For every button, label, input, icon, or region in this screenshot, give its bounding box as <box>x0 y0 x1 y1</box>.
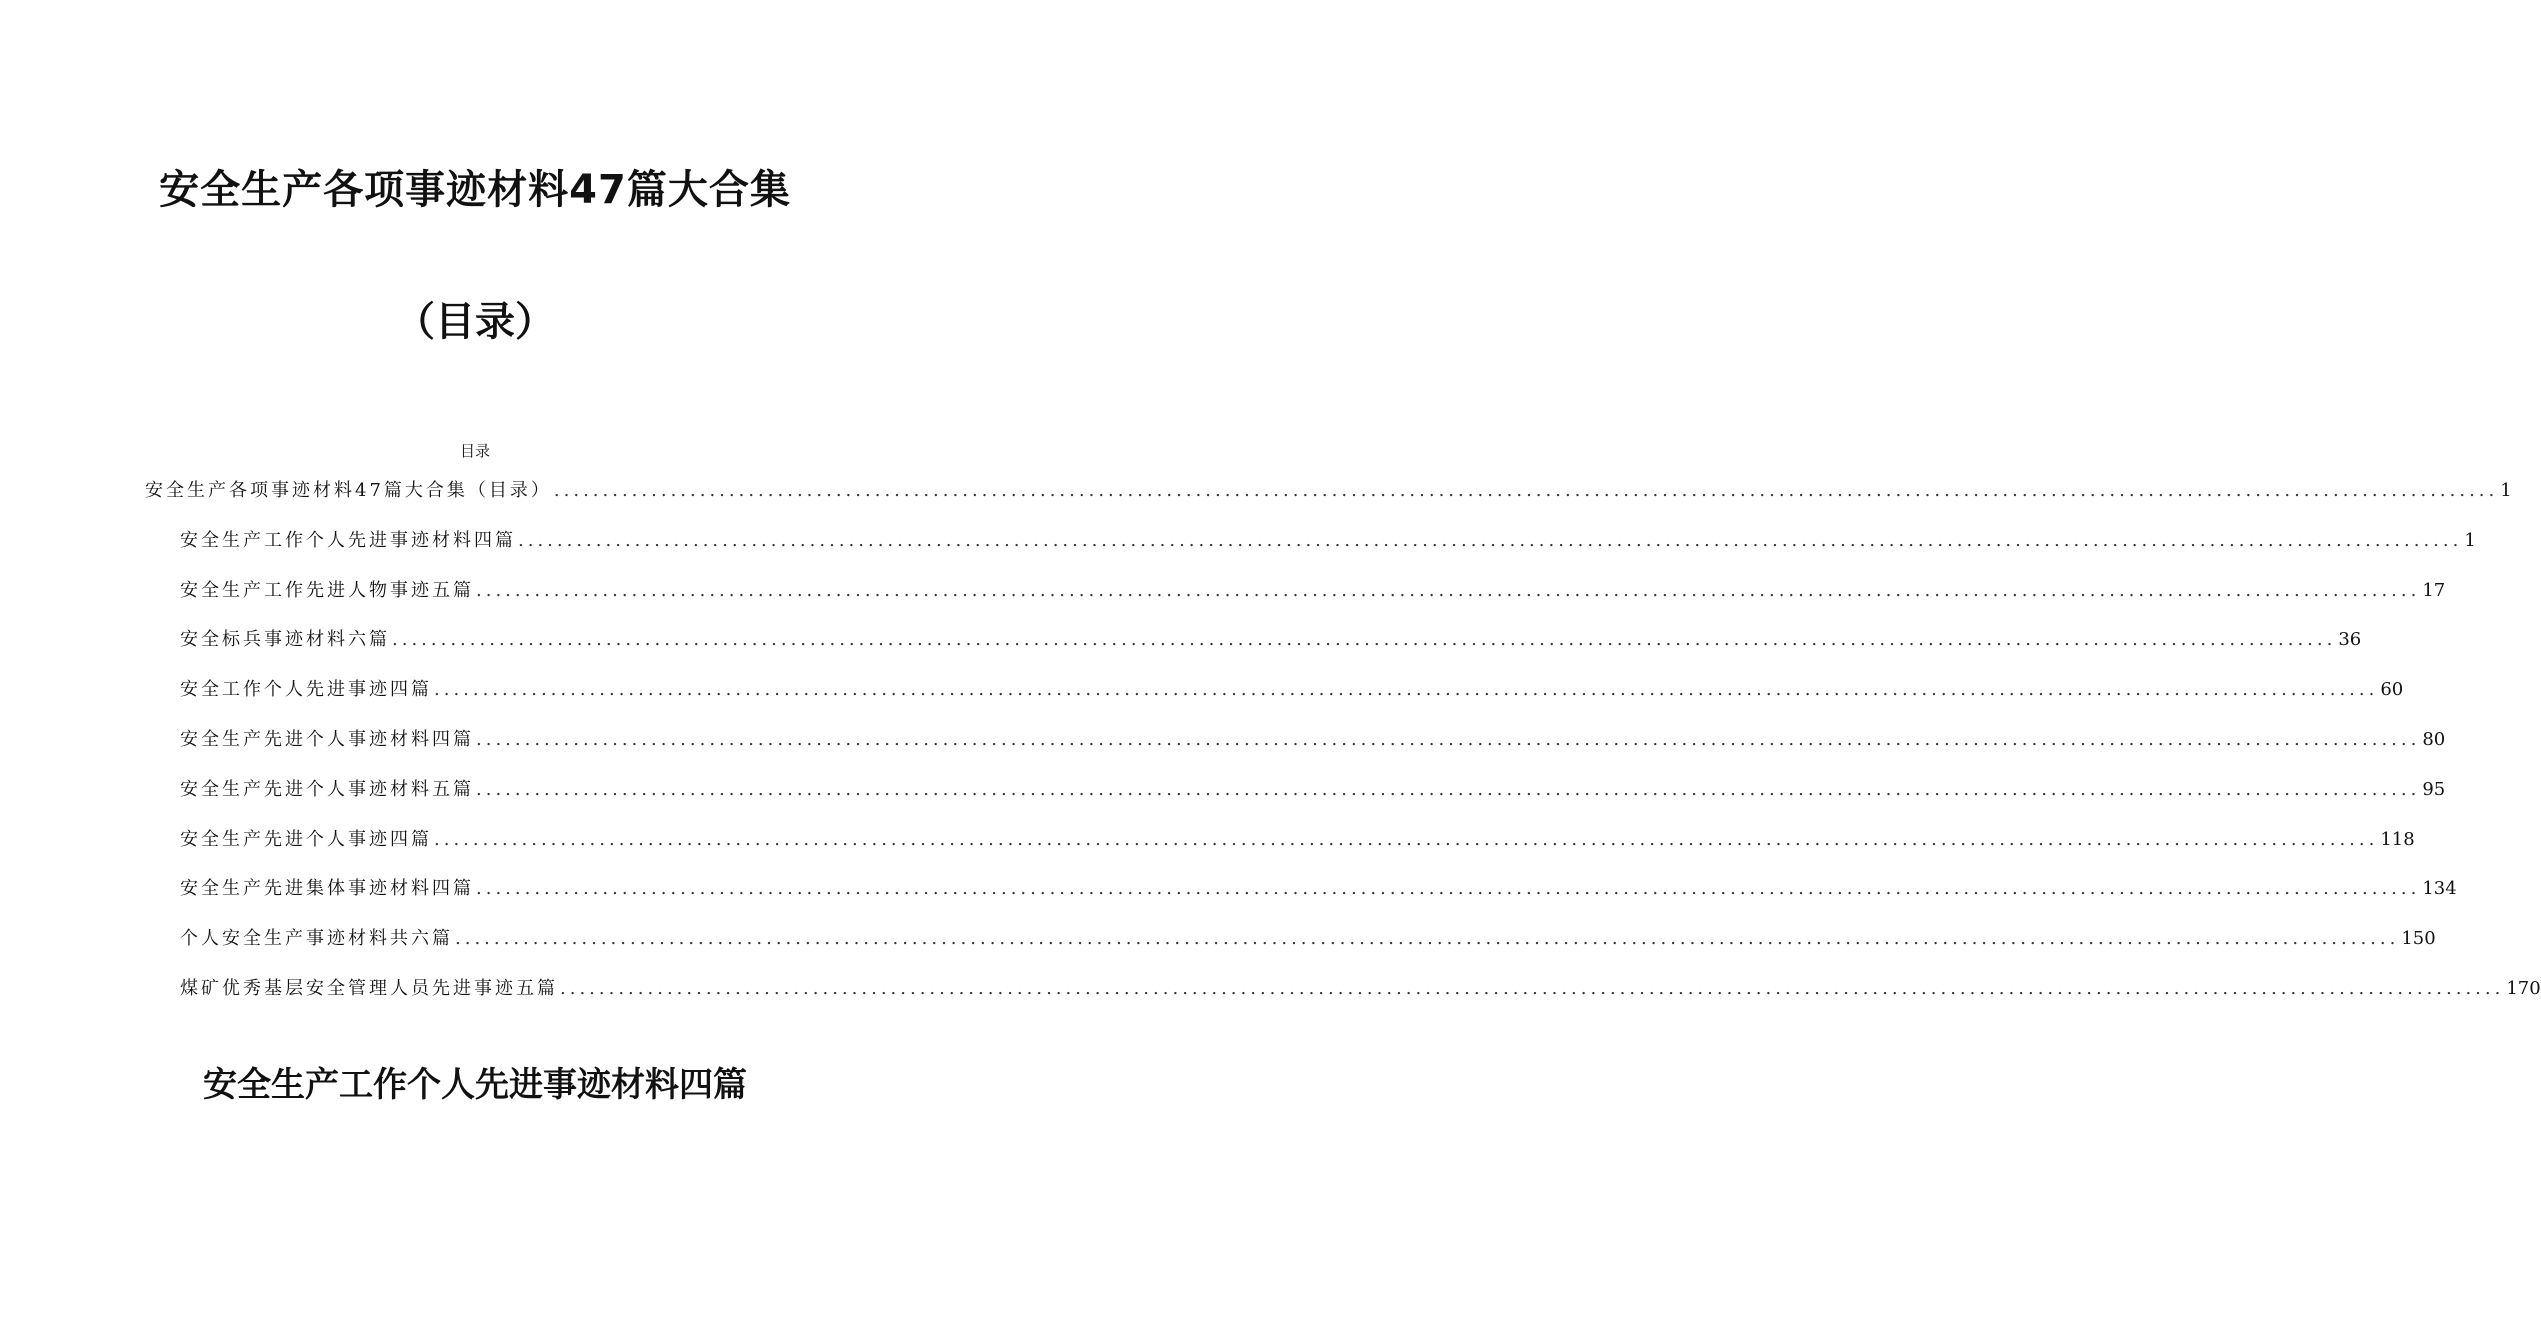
toc-entry-page-number: 17 <box>2422 580 2446 601</box>
toc-leader-dots: ........................................................................................................................................................................................................ <box>434 679 2379 700</box>
toc-heading: 目录 <box>459 442 490 460</box>
toc-leader-dots: ........................................................................................................................................................................................................ <box>476 779 2421 800</box>
toc-entry-page-number: 80 <box>2422 729 2446 750</box>
toc-entry-label: 个人安全生产事迹材料共六篇 <box>180 928 453 949</box>
toc-entry-label: 安全生产各项事迹材料47篇大合集（目录） <box>145 480 552 501</box>
toc-entry-page-number: 60 <box>2380 679 2404 700</box>
toc-entry-label: 安全生产工作个人先进事迹材料四篇 <box>180 530 516 551</box>
toc-entry[interactable] <box>180 626 2362 654</box>
toc-leader-dots: ........................................................................................................................................................................................................ <box>560 978 2505 999</box>
toc-leader-dots: ........................................................................................................................................................................................................ <box>518 530 2463 551</box>
toc-leader-dots: ........................................................................................................................................................................................................ <box>476 580 2421 601</box>
toc-leader-dots: ........................................................................................................................................................................................................ <box>434 829 2379 850</box>
toc-leader-dots: ........................................................................................................................................................................................................ <box>392 629 2337 650</box>
toc-entry[interactable] <box>145 477 2512 505</box>
toc-entry-label: 煤矿优秀基层安全管理人员先进事迹五篇 <box>180 978 558 999</box>
toc-entry[interactable] <box>180 975 2541 1003</box>
toc-entry[interactable] <box>180 875 2457 903</box>
document-title: 安全生产各项事迹材料47篇大合集 <box>159 167 791 213</box>
document-subtitle: （目录） <box>395 299 555 345</box>
toc-entry-page-number: 134 <box>2422 878 2457 899</box>
toc-entry-label: 安全标兵事迹材料六篇 <box>180 629 390 650</box>
toc-entry-page-number: 36 <box>2338 629 2362 650</box>
toc-leader-dots: ........................................................................................................................................................................................................ <box>476 878 2421 899</box>
toc-entry[interactable] <box>180 925 2436 953</box>
toc-entry[interactable] <box>180 776 2446 804</box>
toc-entry-page-number: 1 <box>2464 530 2476 551</box>
toc-entry-label: 安全生产先进个人事迹材料四篇 <box>180 729 474 750</box>
toc-leader-dots: ........................................................................................................................................................................................................ <box>553 480 2499 501</box>
toc-entry-label: 安全生产工作先进人物事迹五篇 <box>180 580 474 601</box>
toc-entry[interactable] <box>180 726 2446 754</box>
toc-entry-page-number: 1 <box>2500 480 2512 501</box>
toc-leader-dots: ........................................................................................................................................................................................................ <box>455 928 2400 949</box>
toc-entry-label: 安全生产先进个人事迹材料五篇 <box>180 779 474 800</box>
toc-entry-page-number: 170 <box>2506 978 2541 999</box>
toc-entry-label: 安全生产先进集体事迹材料四篇 <box>180 878 474 899</box>
toc-entry[interactable] <box>180 527 2476 555</box>
toc-entry[interactable] <box>180 826 2415 854</box>
toc-entry[interactable] <box>180 577 2446 605</box>
toc-entry-page-number: 95 <box>2422 779 2446 800</box>
toc-entry-label: 安全工作个人先进事迹四篇 <box>180 679 432 700</box>
section-title: 安全生产工作个人先进事迹材料四篇 <box>203 1065 747 1105</box>
toc-entry-label: 安全生产先进个人事迹四篇 <box>180 829 432 850</box>
toc-leader-dots: ........................................................................................................................................................................................................ <box>476 729 2421 750</box>
toc-entry[interactable] <box>180 676 2404 704</box>
toc-entry-page-number: 118 <box>2380 829 2415 850</box>
toc-entry-page-number: 150 <box>2401 928 2436 949</box>
